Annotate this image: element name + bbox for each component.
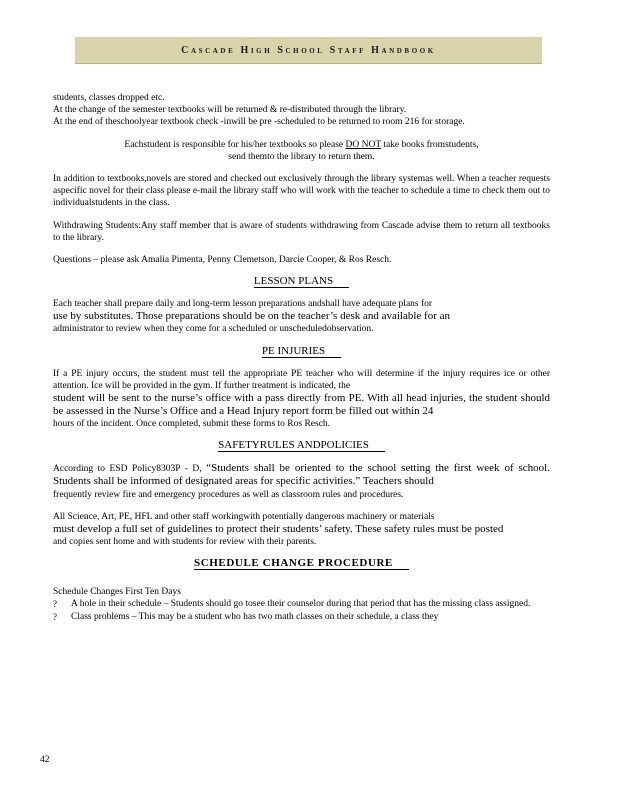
page-number: 42 <box>40 755 50 765</box>
schedule-change-heading: SCHEDULE CHANGE PROCEDURE <box>53 556 550 570</box>
safety-paragraph <box>53 462 550 488</box>
header-band <box>75 37 542 63</box>
pe-line-b: student will be sent to the nurse’s office with a pass directly from PE. With all head injuries, the student should be assessed in the Nurse’s Office and a Head Injury report form be filled out within 24 <box>53 392 550 418</box>
bullet-mark: ? <box>53 611 57 622</box>
lesson-line-a: Each teacher shall prepare daily and long-term lesson preparations andshall have adequate plans for <box>53 299 433 310</box>
do-not-emphasis: DO NOT <box>345 139 381 150</box>
questions-paragraph: Questions – please ask Amalia Pimenta, Penny Clemetson, Darcie Cooper, & Ros Resch. <box>53 255 392 266</box>
list-item <box>53 611 550 623</box>
responsibility-text-d: send themto the library to return them. <box>228 151 375 162</box>
schedule-subtitle: Schedule Changes First Ten Days <box>53 587 181 598</box>
science-line-c: and copies sent home and with students for review with their parents. <box>53 537 317 548</box>
library-line-1: students, classes dropped etc. <box>53 93 165 103</box>
pe-injuries-heading: PE INJURIES <box>53 344 550 358</box>
novels-paragraph: In addition to textbooks,novels are stored and checked out exclusively through the library systemas well. When a teacher requests aspecific novel for their class please e-mail the library staff who will work with the teacher to schedule a time to check them out to individualstudents in the class. <box>53 174 550 209</box>
responsibility-text-c: take books fromstudents, <box>380 139 479 150</box>
lesson-plans-heading: LESSON PLANS <box>53 274 550 288</box>
withdrawing-paragraph: Withdrawing Students:Any staff member that is aware of students withdrawing from Cascade advise them to return all textbooks to the library. <box>53 220 550 243</box>
bullet-mark: ? <box>53 599 57 610</box>
page-content <box>53 92 550 623</box>
responsibility-text-a: Eachstudent is responsible for his/her textbooks so please <box>124 139 346 150</box>
header-rule <box>75 63 542 64</box>
science-line-b: must develop a full set of guidelines to protect their students’ safety. These safety rules must be posted <box>53 523 504 536</box>
safety-text-a: According to ESD Policy8303P - D, <box>53 464 207 475</box>
library-line-3: At the end of theschoolyear textbook check -inwill be pre -scheduled to be returned to room 216 for storage. <box>53 117 465 128</box>
science-line-a: All Science, Art, PE, HFL and other staff workingwith potentially dangerous machinery or materials <box>53 511 435 522</box>
list-item <box>53 598 550 610</box>
handbook-title: Cascade High School Staff Handbook <box>181 44 436 56</box>
bullet-text: Class problems – This may be a student who has two math classes on their schedule, a class they <box>71 611 439 622</box>
pe-line-c: hours of the incident. Once completed, submit these forms to Ros Resch. <box>53 419 331 430</box>
safety-text-b: “Students shall be oriented to the school setting the first week of school. Students shall be informed of designated areas for specific activities.” Teachers should <box>53 462 550 488</box>
responsibility-paragraph <box>53 139 550 163</box>
library-line-2: At the change of the semester textbooks will be returned & re-distributed through the library. <box>53 105 407 116</box>
lesson-line-c: administrator to review when they come for a scheduled or unscheduledobservation. <box>53 324 374 335</box>
bullet-text: A hole in their schedule – Students should go tosee their counselor during that period that has the missing class assigned. <box>71 599 531 610</box>
safety-rules-heading: SAFETYRULES ANDPOLICIES <box>53 438 550 452</box>
pe-line-a: If a PE injury occurs, the student must tell the appropriate PE teacher who will determine if the injury requires ice or other attention. Ice will be provided in the gym. If further treatment is indicated, the <box>53 368 550 391</box>
safety-line-c: frequently review fire and emergency procedures as well as classroom rules and procedures. <box>53 489 404 500</box>
lesson-line-b: use by substitutes. Those preparations should be on the teacher’s desk and available for an <box>53 310 451 323</box>
